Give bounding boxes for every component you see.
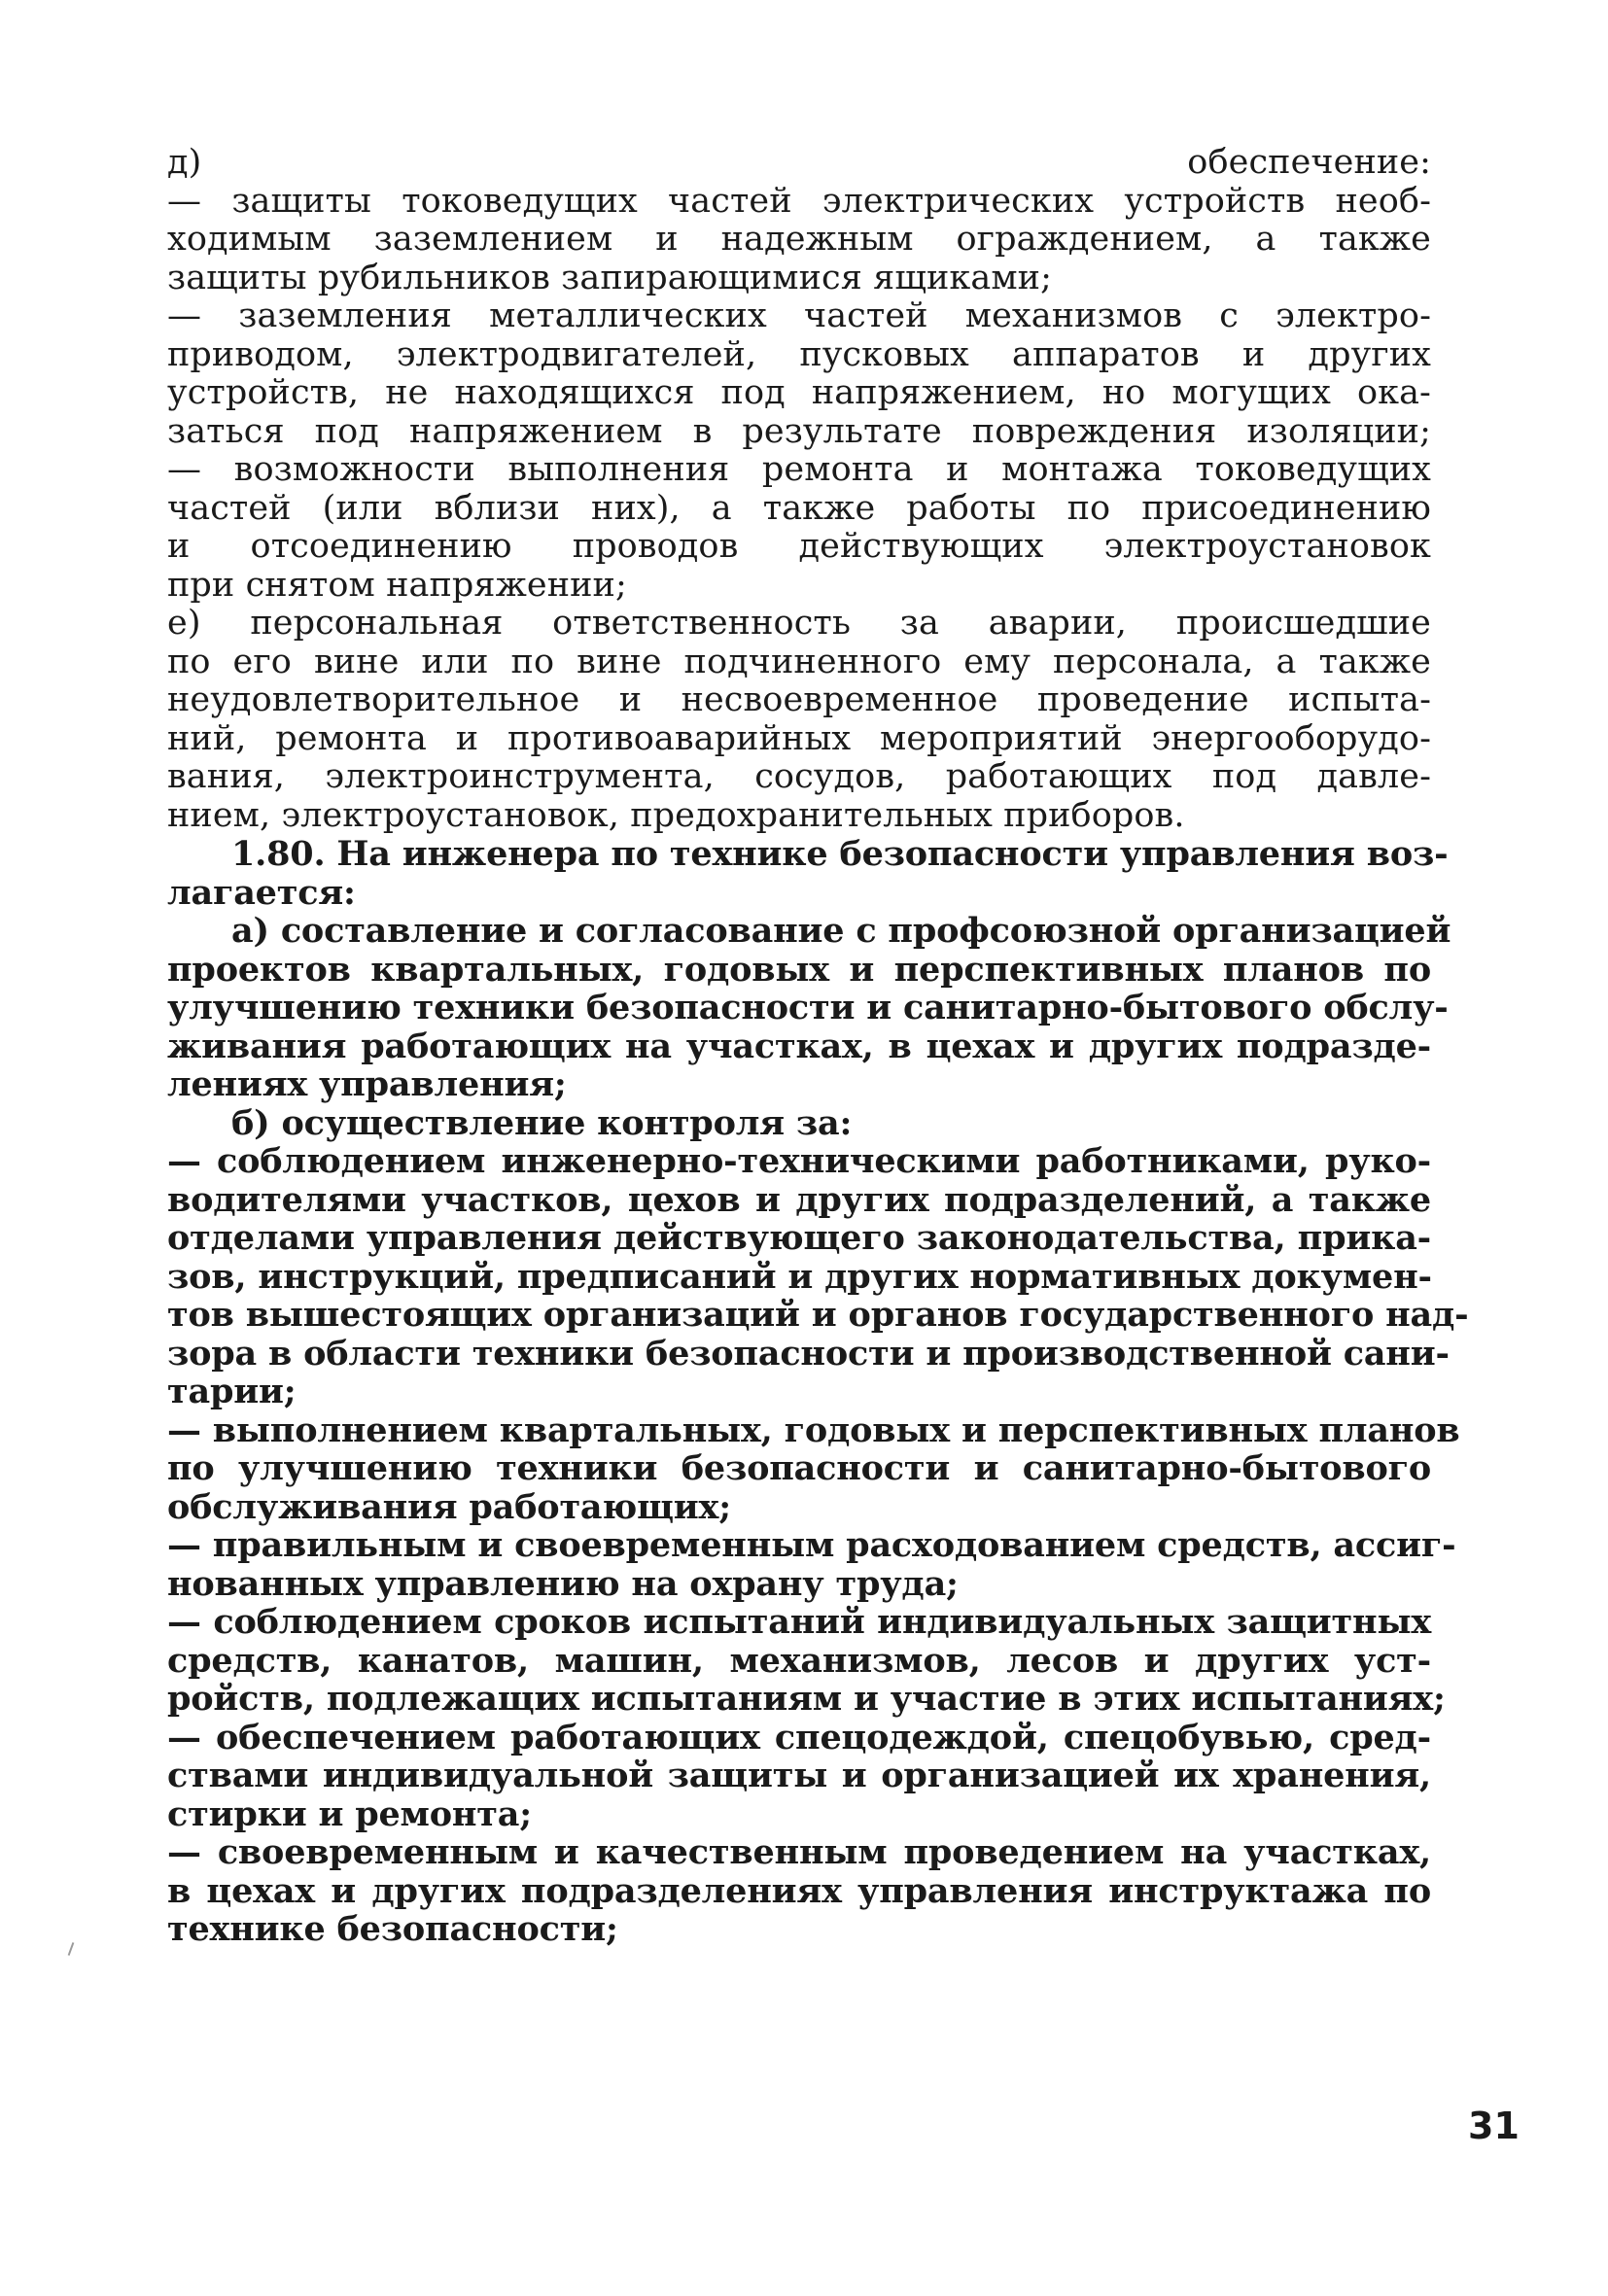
text-line: — выполнением квартальных, годовых и перспективных планов: [167, 1409, 1460, 1450]
text-line: — соблюдением инженерно-техническими работниками, руко-: [167, 1141, 1431, 1181]
text-line: ройств, подлежащих испытаниям и участие в этих испытаниях;: [167, 1679, 1446, 1719]
upper-section: [167, 144, 1431, 835]
text-line: частей (или вблизи них), а также работы по присоединению: [167, 488, 1431, 528]
text-line: — заземления металлических частей механизмов с электро-: [167, 296, 1431, 335]
text-line: заться под напряжением в результате повреждения изоляции;: [167, 411, 1431, 451]
lower-section: [167, 834, 1469, 1949]
text-line: д) обеспечение:: [167, 143, 1431, 182]
text-line: ний, ремонта и противоаварийных мероприятий энергооборудо-: [167, 718, 1431, 758]
scan-speck: [68, 1942, 75, 1956]
text-line: стирки и ремонта;: [167, 1793, 532, 1834]
text-line: водителями участков, цехов и других подразделений, а также: [167, 1179, 1431, 1220]
text-line: средств, канатов, машин, механизмов, лесов и других уст-: [167, 1640, 1431, 1681]
text-line: — защиты токоведущих частей электрических устройств необ-: [167, 181, 1431, 221]
text-line: приводом, электродвигателей, пусковых аппаратов и других: [167, 334, 1431, 374]
text-line: неудовлетворительное и несвоевременное проведение испыта-: [167, 680, 1431, 719]
text-line: тарии;: [167, 1372, 297, 1411]
text-line: отделами управления действующего законодательства, прика-: [167, 1218, 1431, 1258]
text-line: по улучшению техники безопасности и санитарно-бытового: [167, 1448, 1431, 1488]
text-line: тов вышестоящих организаций и органов государственного над-: [167, 1295, 1469, 1335]
document-page: [167, 143, 1469, 1949]
text-line: зора в области техники безопасности и производственной сани-: [167, 1333, 1450, 1374]
text-line: живания работающих на участках, в цехах и других подразде-: [167, 1026, 1431, 1066]
text-line: е) персональная ответственность за аварии, происшедшие: [167, 604, 1431, 643]
text-line: лагается:: [167, 872, 356, 913]
text-line: и отсоединению проводов действующих электроустановок: [167, 527, 1431, 566]
text-line: проектов квартальных, годовых и перспективных планов по: [167, 949, 1431, 990]
text-line: вания, электроинструмента, сосудов, работающих под давле-: [167, 757, 1431, 796]
text-line: б) осуществление контроля за:: [231, 1102, 853, 1143]
text-line: в цехах и других подразделениях управления инструктажа по: [167, 1870, 1431, 1911]
text-line: технике безопасности;: [167, 1909, 618, 1949]
text-line: улучшению техники безопасности и санитарно-бытового обслу-: [167, 988, 1449, 1027]
section-heading: 1.80. На инженера по технике безопасности управления воз-: [231, 834, 1449, 874]
text-line: — соблюдением сроков испытаний индивидуальных защитных: [167, 1602, 1431, 1642]
text-line: ходимым заземлением и надежным ограждением, а также: [167, 220, 1431, 259]
text-line: — правильным и своевременным расходованием средств, ассиг-: [167, 1525, 1456, 1565]
text-line: — своевременным и качественным проведением на участках,: [167, 1832, 1431, 1872]
text-line: нием, электроустановок, предохранительных приборов.: [167, 795, 1185, 835]
text-line: — обеспечением работающих спецодеждой, спецобувью, сред-: [167, 1717, 1431, 1757]
text-line: по его вине или по вине подчиненного ему персонала, а также: [167, 642, 1431, 681]
text-line: защиты рубильников запирающимися ящиками;: [167, 258, 1052, 297]
text-line: при снятом напряжении;: [167, 565, 627, 605]
text-line: устройств, не находящихся под напряжением, но могущих ока-: [167, 373, 1431, 412]
text-line: — возможности выполнения ремонта и монтажа токоведущих: [167, 450, 1431, 489]
text-line: зов, инструкций, предписаний и других нормативных докумен-: [167, 1256, 1432, 1297]
page-number: 31: [1468, 2105, 1520, 2147]
text-line: обслуживания работающих;: [167, 1486, 731, 1527]
text-line: ствами индивидуальной защиты и организацией их хранения,: [167, 1756, 1431, 1795]
text-line: а) составление и согласование с профсоюзной организацией: [231, 911, 1451, 951]
text-line: лениях управления;: [167, 1064, 567, 1104]
text-line: нованных управлению на охрану труда;: [167, 1563, 959, 1604]
